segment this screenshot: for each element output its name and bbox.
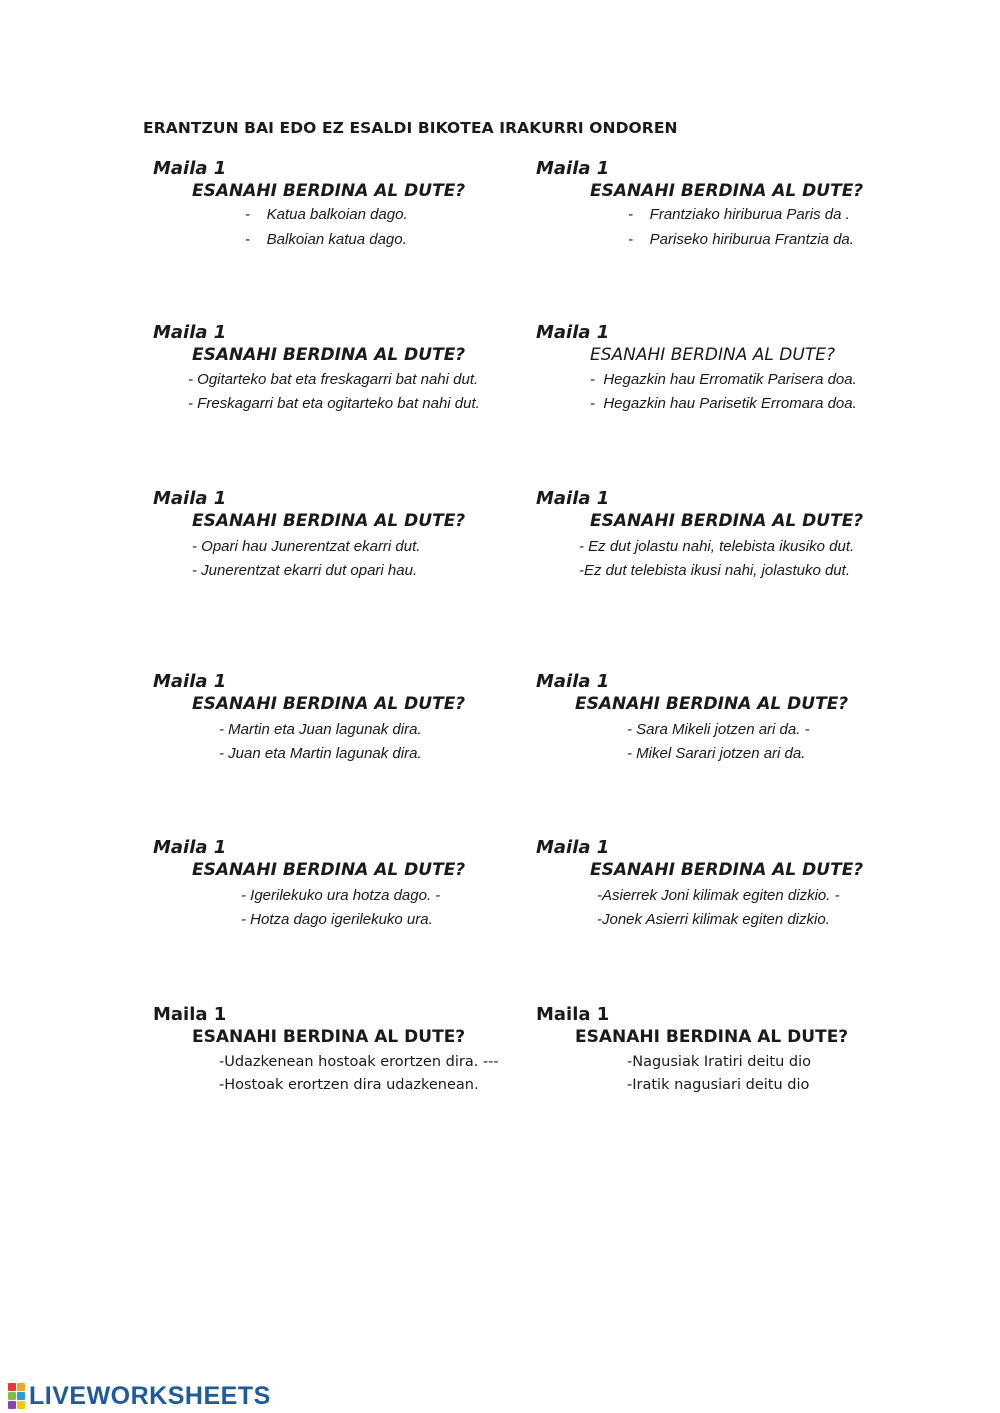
level-label: Maila 1	[153, 322, 227, 343]
level-label: Maila 1	[536, 488, 610, 509]
sentence-1: -Udazkenean hostoak erortzen dira. ---	[219, 1054, 499, 1070]
question-text: ESANAHI BERDINA AL DUTE?	[192, 860, 466, 880]
level-label: Maila 1	[153, 837, 227, 858]
logo-square	[17, 1392, 25, 1400]
sentence-2: -Ez dut telebista ikusi nahi, jolastuko dut.	[579, 562, 850, 579]
sentence-2: - Hotza dago igerilekuko ura.	[241, 911, 433, 928]
sentence-1: - Katua balkoian dago.	[245, 206, 408, 223]
sentence-2: - Freskagarri bat eta ogitarteko bat nahi dut.	[188, 395, 480, 412]
level-label: Maila 1	[536, 837, 610, 858]
sentence-2: - Mikel Sarari jotzen ari da.	[627, 745, 806, 762]
sentence-2: -Hostoak erortzen dira udazkenean.	[219, 1077, 479, 1093]
question-text: ESANAHI BERDINA AL DUTE?	[575, 694, 849, 714]
level-label: Maila 1	[153, 158, 227, 179]
question-text: ESANAHI BERDINA AL DUTE?	[575, 1027, 849, 1047]
question-text: ESANAHI BERDINA AL DUTE?	[192, 1027, 466, 1047]
instruction-heading: ERANTZUN BAI EDO EZ ESALDI BIKOTEA IRAKURRI ONDOREN	[143, 119, 678, 137]
question-text: ESANAHI BERDINA AL DUTE?	[590, 511, 864, 531]
level-label: Maila 1	[536, 1004, 610, 1025]
sentence-1: -Nagusiak Iratiri deitu dio	[627, 1054, 812, 1070]
sentence-1: - Hegazkin hau Erromatik Parisera doa.	[590, 371, 857, 388]
sentence-2: - Pariseko hiriburua Frantzia da.	[628, 231, 854, 248]
logo-square	[8, 1383, 16, 1391]
level-label: Maila 1	[153, 1004, 227, 1025]
sentence-1: -Asierrek Joni kilimak egiten dizkio. -	[597, 887, 840, 904]
sentence-1: - Frantziako hiriburua Paris da .	[628, 206, 850, 223]
sentence-2: -Iratik nagusiari deitu dio	[627, 1077, 810, 1093]
sentence-1: - Igerilekuko ura hotza dago. -	[241, 887, 441, 904]
sentence-1: - Martin eta Juan lagunak dira.	[219, 721, 422, 738]
question-text: ESANAHI BERDINA AL DUTE?	[590, 345, 835, 365]
sentence-1: - Ogitarteko bat eta freskagarri bat nahi dut.	[188, 371, 479, 388]
sentence-2: - Juan eta Martin lagunak dira.	[219, 745, 422, 762]
question-text: ESANAHI BERDINA AL DUTE?	[192, 694, 466, 714]
question-text: ESANAHI BERDINA AL DUTE?	[192, 181, 466, 201]
level-label: Maila 1	[536, 322, 610, 343]
question-text: ESANAHI BERDINA AL DUTE?	[192, 511, 466, 531]
level-label: Maila 1	[153, 488, 227, 509]
question-text: ESANAHI BERDINA AL DUTE?	[192, 345, 466, 365]
sentence-2: - Balkoian katua dago.	[245, 231, 407, 248]
sentence-1: - Opari hau Junerentzat ekarri dut.	[192, 538, 421, 555]
sentence-2: - Junerentzat ekarri dut opari hau.	[192, 562, 418, 579]
sentence-2: -Jonek Asierri kilimak egiten dizkio.	[597, 911, 830, 928]
sentence-1: - Sara Mikeli jotzen ari da. -	[627, 721, 810, 738]
sentence-2: - Hegazkin hau Parisetik Erromara doa.	[590, 395, 857, 412]
question-text: ESANAHI BERDINA AL DUTE?	[590, 181, 864, 201]
logo-square	[17, 1401, 25, 1409]
level-label: Maila 1	[153, 671, 227, 692]
liveworksheets-logo[interactable]	[8, 1380, 271, 1412]
level-label: Maila 1	[536, 671, 610, 692]
logo-text: LIVEWORKSHEETS	[29, 1381, 271, 1410]
sentence-1: - Ez dut jolastu nahi, telebista ikusiko dut.	[579, 538, 855, 555]
logo-square	[8, 1392, 16, 1400]
logo-mark-icon	[8, 1383, 25, 1409]
question-text: ESANAHI BERDINA AL DUTE?	[590, 860, 864, 880]
level-label: Maila 1	[536, 158, 610, 179]
logo-square	[8, 1401, 16, 1409]
logo-square	[17, 1383, 25, 1391]
